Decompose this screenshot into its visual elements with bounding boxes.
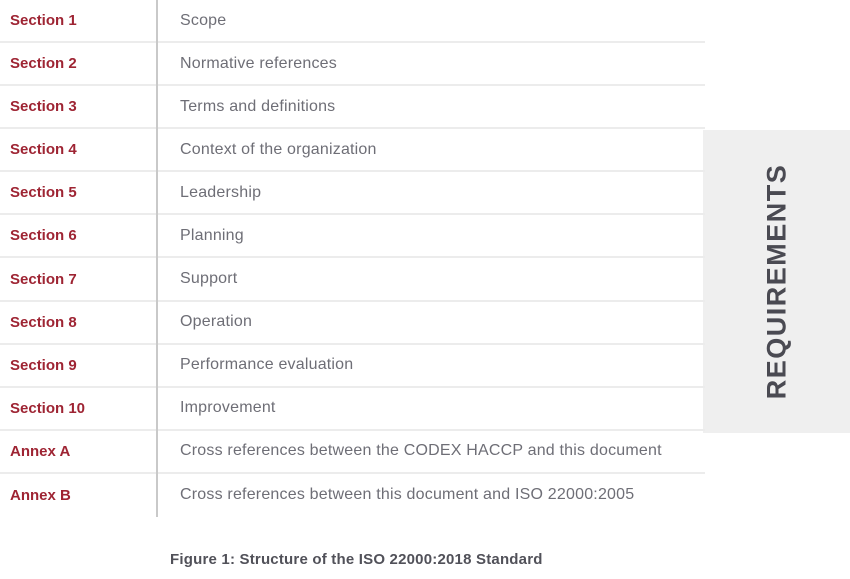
column-divider <box>156 0 158 517</box>
table-row <box>0 172 705 215</box>
requirements-label: REQUIREMENTS <box>761 163 791 400</box>
table-row <box>0 302 705 345</box>
section-label: Section 9 <box>10 356 77 374</box>
section-label: Section 7 <box>10 270 77 288</box>
section-title: Leadership <box>180 183 262 201</box>
table-row <box>0 345 705 388</box>
section-title: Scope <box>180 11 227 29</box>
table-row <box>0 86 705 129</box>
section-title: Improvement <box>180 399 276 417</box>
section-title: Normative references <box>180 54 337 72</box>
section-title: Cross references between this document and ISO 22000:2005 <box>180 486 635 504</box>
section-label: Annex B <box>10 486 71 504</box>
section-label: Section 3 <box>10 98 77 116</box>
section-label: Section 6 <box>10 227 77 245</box>
section-label: Section 5 <box>10 184 77 202</box>
section-label: Section 4 <box>10 141 77 159</box>
requirements-band <box>703 130 850 433</box>
table-row <box>0 258 705 301</box>
table-row <box>0 388 705 431</box>
section-label: Section 10 <box>10 399 86 417</box>
section-title: Context of the organization <box>180 140 377 158</box>
table-row <box>0 43 705 86</box>
section-title: Operation <box>180 313 253 331</box>
section-title: Performance evaluation <box>180 356 354 374</box>
table-row <box>0 474 705 517</box>
section-title: Planning <box>180 226 244 244</box>
section-label: Section 1 <box>10 12 77 30</box>
table-row <box>0 215 705 258</box>
table-row <box>0 129 705 172</box>
section-title: Cross references between the CODEX HACCP and this document <box>180 442 662 460</box>
table-row <box>0 0 705 43</box>
section-label: Annex A <box>10 442 71 460</box>
section-label: Section 8 <box>10 313 77 331</box>
table-row <box>0 431 705 474</box>
figure-caption: Figure 1: Structure of the ISO 22000:2018 Standard <box>170 551 543 568</box>
section-title: Terms and definitions <box>180 97 336 115</box>
section-title: Support <box>180 270 238 287</box>
section-label: Section 2 <box>10 55 77 73</box>
